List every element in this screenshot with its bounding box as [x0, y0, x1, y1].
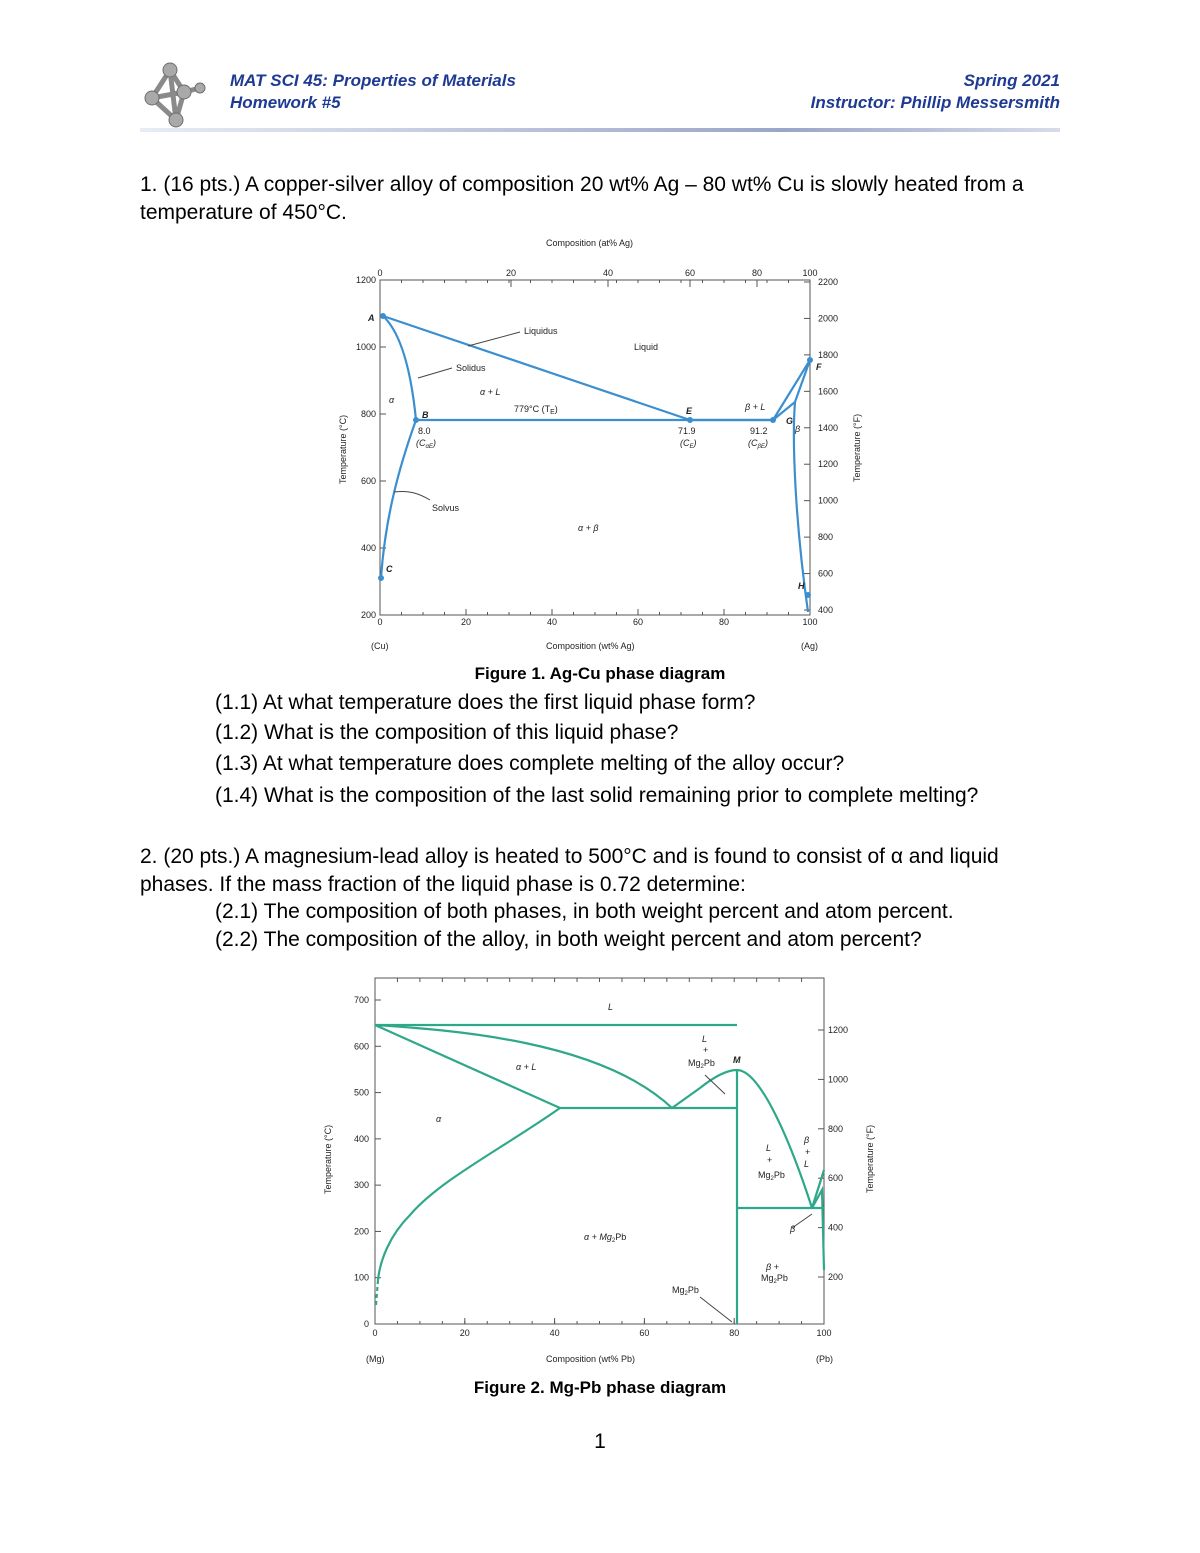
point-F: F — [816, 362, 822, 372]
point-B: B — [422, 410, 429, 420]
alpha-beta-label: α + β — [578, 523, 599, 533]
e-symbol: $(C_E)$ — [680, 438, 697, 450]
beta-label: β — [795, 424, 801, 434]
fig2-l-mg2pb-right-plus: + — [767, 1155, 773, 1165]
alpha-l-label: α + L — [480, 387, 501, 397]
fig2-beta-l-1: β — [804, 1135, 810, 1145]
fig2-bottom-tick-label: 60 — [639, 1328, 650, 1338]
crystal-logo-icon — [140, 62, 212, 130]
fig2-right-tick-label: 600 — [828, 1173, 844, 1184]
fig2-left-tick-label: 0 — [363, 1319, 369, 1329]
bottom-axis-title: Composition (wt% Ag) — [546, 641, 635, 651]
question-2-text: 2. (20 pts.) A magnesium-lead alloy is heated to 500°C and is found to consist of α and liquid phases. If the mass fraction of the liquid phase is 0.72 determine: — [140, 845, 999, 896]
fig2-beta-label: β — [790, 1224, 796, 1234]
fig1-right-tick-label: 1600 — [818, 386, 839, 397]
fig2-beta-l-3: L — [804, 1159, 810, 1169]
fig2-beta-mg2pb-2: $Mg_2Pb$ — [761, 1273, 788, 1285]
question-1-1: (1.1) At what temperature does the first liquid phase form? — [215, 691, 756, 714]
point-C: C — [386, 564, 393, 574]
fig2-alpha-mg2pb-label: $\alpha + Mg_2Pb$ — [584, 1232, 627, 1244]
fig1-top-tick-label: 0 — [377, 268, 383, 278]
alpha-label: α — [389, 395, 395, 405]
fig1-right-tick-label: 1400 — [818, 422, 839, 433]
term: Spring 2021 — [963, 71, 1060, 90]
question-1-3: (1.3) At what temperature does complete melting of the alloy occur? — [215, 752, 845, 775]
fig1-left-tick-label: 1200 — [355, 275, 376, 285]
fig2-mg2pb-label: $Mg_2Pb$ — [672, 1285, 699, 1297]
fig2-bottom-tick-label: 40 — [549, 1328, 560, 1338]
figure-2-caption: Figure 2. Mg-Pb phase diagram — [473, 1378, 727, 1397]
figure-1-caption: Figure 1. Ag-Cu phase diagram — [474, 664, 726, 683]
fig2-l-mg2pb-right-L: L — [766, 1143, 772, 1153]
fig2-l-mg2pb-top-compound: $Mg_2Pb$ — [688, 1058, 715, 1070]
e-value: 71.9 — [678, 426, 696, 436]
fig2-left-tick-label: 500 — [353, 1087, 369, 1098]
fig2-left-tick-label: 300 — [353, 1180, 369, 1191]
question-1-2: (1.2) What is the composition of this liquid phase? — [215, 721, 679, 744]
question-2-2: (2.2) The composition of the alloy, in both weight percent and atom percent? — [215, 928, 922, 951]
fig2-l-mg2pb-top-L: L — [702, 1034, 708, 1044]
fig2-right-tick-label: 800 — [828, 1123, 844, 1134]
fig1-left-tick-label: 1000 — [355, 342, 376, 352]
solvus-left — [381, 420, 416, 578]
fig1-right-tick-label: 1000 — [818, 495, 839, 506]
point-H: H — [798, 581, 805, 591]
fig2-left-axis-title: Temperature (°C) — [323, 1124, 333, 1194]
fig2-bottom-axis-title: Composition (wt% Pb) — [546, 1354, 636, 1364]
fig2-left-tick-label: 100 — [353, 1272, 369, 1283]
fig2-right-tick-label: 200 — [828, 1272, 844, 1282]
point-E: E — [686, 406, 693, 416]
left-axis-title: Temperature (°C) — [338, 414, 348, 484]
end-left-label: (Cu) — [371, 641, 389, 651]
figure-2-mg-pb-diagram — [315, 972, 875, 1372]
fig1-bottom-tick-label: 20 — [460, 617, 472, 627]
fig1-left-tick-label: 400 — [360, 543, 376, 553]
fig2-alpha-l-label: α + L — [516, 1062, 537, 1072]
fig1-top-tick-label: 100 — [802, 268, 818, 278]
fig1-right-tick-label: 600 — [818, 568, 834, 579]
end-right-label: (Ag) — [801, 641, 819, 651]
g-value: 91.2 — [750, 426, 768, 436]
fig1-bottom-tick-label: 80 — [718, 617, 730, 627]
fig2-right-axis-title: Temperature (°F) — [865, 1124, 875, 1193]
point-A: A — [368, 313, 375, 323]
fig2-point-M: M — [733, 1055, 741, 1065]
top-axis-title: Composition (at% Ag) — [546, 238, 634, 248]
fig1-right-tick-label: 1200 — [818, 459, 839, 470]
fig1-bottom-tick-label: 0 — [377, 617, 383, 627]
fig2-left-tick-label: 400 — [353, 1133, 369, 1144]
eutectic-temp-label: 779°C $(T_E)$ — [514, 404, 558, 416]
fig1-bottom-tick-label: 60 — [632, 617, 644, 627]
fig1-left-tick-label: 800 — [360, 409, 376, 419]
fig2-l-mg2pb-top-plus: + — [703, 1045, 709, 1055]
fig1-left-tick-label: 600 — [360, 476, 376, 486]
fig1-right-tick-label: 800 — [818, 532, 834, 543]
solvus-label: Solvus — [432, 503, 460, 513]
beta-l-label: β + L — [745, 402, 766, 412]
fig2-bottom-tick-label: 100 — [816, 1328, 832, 1338]
fig2-end-left: (Mg) — [366, 1354, 385, 1364]
liquidus-label: Liquidus — [524, 326, 558, 336]
course-info — [230, 70, 516, 114]
instructor: Instructor: Phillip Messersmith — [810, 93, 1060, 112]
question-1-4: (1.4) What is the composition of the last solid remaining prior to complete melting? — [215, 784, 979, 807]
solidus-left — [383, 316, 416, 420]
term-info — [811, 70, 1060, 114]
fig2-right-tick-label: 1000 — [828, 1074, 849, 1085]
fig1-left-tick-label: 200 — [360, 610, 376, 620]
fig2-left-tick-label: 600 — [353, 1041, 369, 1052]
fig1-top-tick-label: 60 — [684, 268, 696, 278]
fig2-bottom-tick-label: 20 — [459, 1328, 470, 1338]
question-2-1: (2.1) The composition of both phases, in both weight percent and atom percent. — [215, 900, 954, 923]
fig1-right-tick-label: 2200 — [818, 277, 839, 287]
fig1-top-tick-label: 20 — [505, 268, 517, 278]
fig2-left-tick-label: 200 — [353, 1226, 369, 1237]
fig1-bottom-tick-label: 100 — [802, 617, 818, 627]
page-number: 1 — [594, 1430, 606, 1453]
fig1-right-tick-label: 1800 — [818, 349, 839, 360]
b-symbol: $(C_{\alpha E})$ — [416, 438, 436, 450]
fig2-beta-l-2: + — [805, 1147, 811, 1157]
fig2-end-right: (Pb) — [816, 1354, 834, 1364]
fig2-l-mg2pb-right-compound: $Mg_2Pb$ — [758, 1170, 785, 1182]
fig1-bottom-tick-label: 40 — [546, 617, 558, 627]
homework-title: Homework #5 — [230, 93, 341, 112]
fig2-bottom-tick-label: 80 — [729, 1328, 740, 1338]
figure-1-ag-cu-diagram — [330, 236, 890, 656]
fig1-right-tick-label: 400 — [818, 605, 834, 615]
fig1-top-tick-label: 40 — [602, 268, 614, 278]
fig2-alpha-label: α — [436, 1114, 442, 1124]
question-1-text: 1. (16 pts.) A copper-silver alloy of composition 20 wt% Ag – 80 wt% Cu is slowly heated from a temperature of 450°C. — [140, 173, 1024, 224]
liquid-label: Liquid — [634, 342, 659, 352]
b-value: 8.0 — [418, 426, 431, 436]
header-divider — [140, 128, 1060, 132]
right-axis-title: Temperature (°F) — [852, 413, 862, 482]
fig2-liquid-label: L — [608, 1002, 614, 1012]
fig2-right-tick-label: 400 — [828, 1222, 844, 1233]
fig2-right-tick-label: 1200 — [828, 1025, 849, 1035]
fig2-left-tick-label: 700 — [353, 995, 369, 1005]
fig2-beta-mg2pb-1: β + — [766, 1262, 779, 1272]
fig2-bottom-tick-label: 0 — [372, 1328, 378, 1338]
solidus-label: Solidus — [456, 363, 486, 373]
point-G: G — [786, 416, 794, 426]
fig1-right-tick-label: 2000 — [818, 313, 839, 324]
fig1-top-tick-label: 80 — [751, 268, 763, 278]
g-symbol: $(C_{\beta E})$ — [748, 438, 768, 450]
page-header — [140, 62, 1060, 132]
course-title: MAT SCI 45: Properties of Materials — [230, 71, 516, 90]
